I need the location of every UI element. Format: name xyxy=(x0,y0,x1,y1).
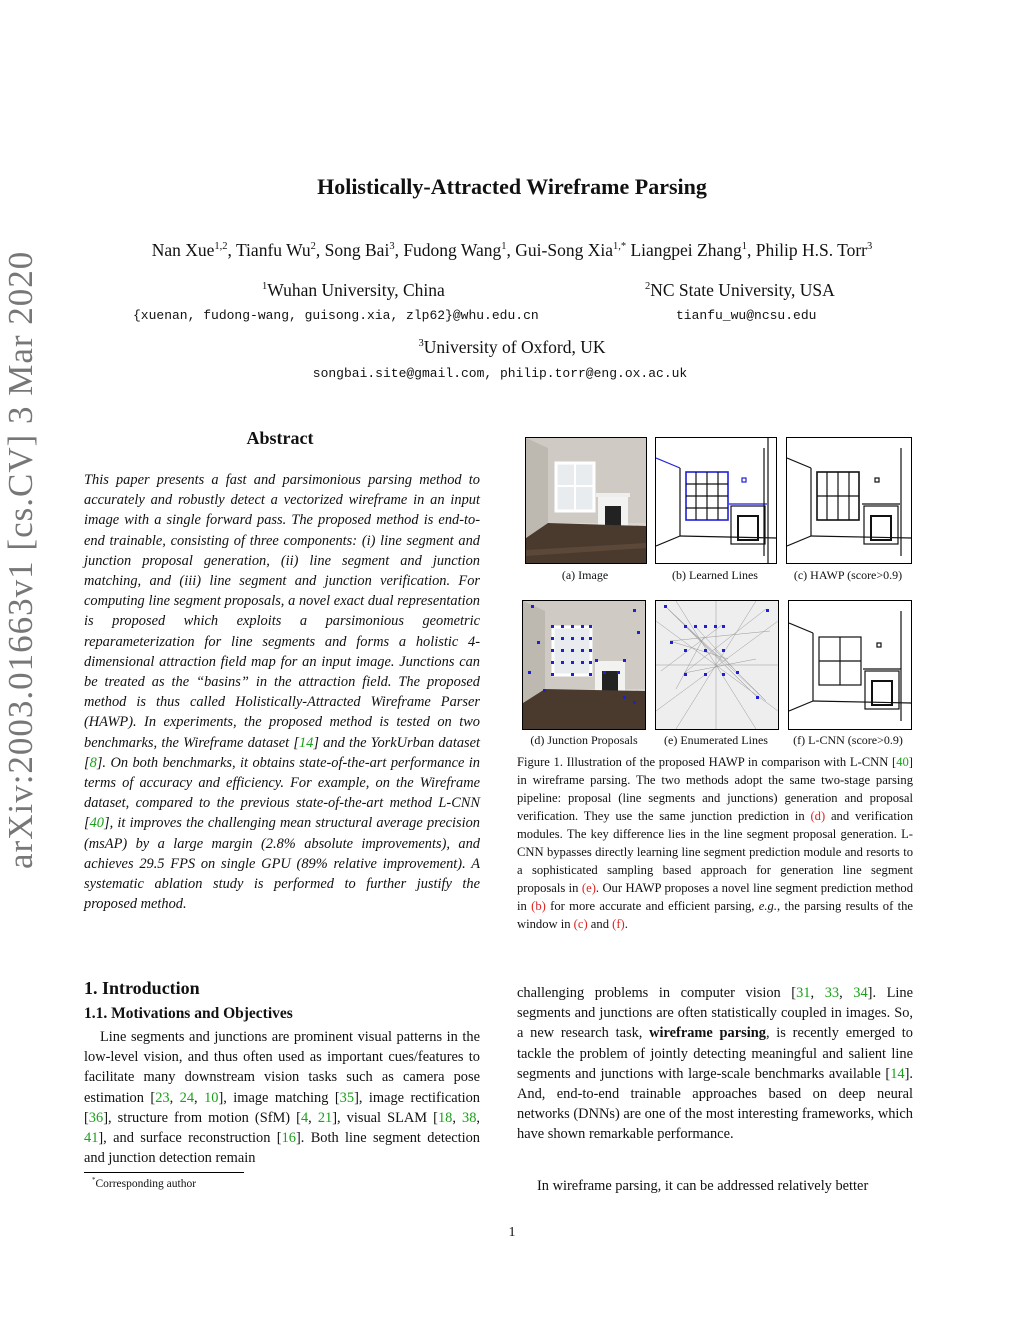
citation-link[interactable]: 8 xyxy=(89,754,97,771)
figure-ref-link[interactable]: (f) xyxy=(612,917,625,931)
footnote-rule xyxy=(84,1172,244,1173)
affiliation-2-email: tianfu_wu@ncsu.edu xyxy=(676,308,817,323)
affiliation-2: $^2$NC State University, USA xyxy=(645,280,835,300)
subfigure-caption: (e) Enumerated Lines xyxy=(664,733,768,747)
figure-ref-link[interactable]: (e) xyxy=(581,881,596,895)
figure-panel-hawp xyxy=(786,437,912,564)
subfigure-caption: (c) HAWP (score>0.9) xyxy=(793,568,903,582)
citation-link[interactable]: 40 xyxy=(896,755,909,769)
figure-ref-link[interactable]: (d) xyxy=(810,809,826,823)
figure-panel-enumerated-lines xyxy=(655,600,779,730)
subfigure-caption: (d) Junction Proposals xyxy=(530,733,638,747)
citation-link[interactable]: 4 xyxy=(300,1109,309,1126)
citation-link[interactable]: 35 xyxy=(339,1089,355,1106)
author: Liangpei Zhang xyxy=(630,240,742,260)
figure-ref-link[interactable]: (b) xyxy=(531,899,546,913)
paper-title: Holistically-Attracted Wireframe Parsing xyxy=(317,174,707,199)
citation-link[interactable]: 36 xyxy=(88,1109,104,1126)
citation-link[interactable]: 23 xyxy=(155,1089,170,1106)
figure-caption: Figure 1. Illustration of the proposed HAWP in comparison with L-CNN [40] in wireframe parsing. The two methods adopt the same two-stage parsing pipeline: proposal (line segments and junctions) generation and proposal verification. They use the same junction prediction in (d) and verification modules. The key difference lies in the line segment proposal generation. L-CNN bypasses directly learning line segment prediction module and resorts to a sophisticated sampling based approach for generation line segment proposals in (e). Our HAWP proposes a novel line segment prediction method in (b) for more accurate and efficient parsing, e.g., the parsing results of the window in (c) and (f). xyxy=(517,755,914,931)
citation-link[interactable]: 18 xyxy=(437,1109,453,1126)
page-number: 1 xyxy=(508,1225,516,1240)
author: Song Bai xyxy=(324,240,390,260)
affiliation-1-email: {xuenan, fudong-wang, guisong.xia, zlp62}@whu.edu.cn xyxy=(133,308,539,323)
author: Nan Xue xyxy=(151,240,215,260)
figure-panel-image xyxy=(525,437,647,564)
citation-link[interactable]: 16 xyxy=(281,1130,296,1147)
figure-panel-learned-lines xyxy=(655,437,777,564)
figure-ref-link[interactable]: (c) xyxy=(573,917,588,931)
affiliation-3: $^3$University of Oxford, UK xyxy=(418,337,606,357)
footnote: *Corresponding author xyxy=(92,1177,197,1190)
citation-link[interactable]: 41 xyxy=(84,1130,99,1147)
citation-link[interactable]: 14 xyxy=(298,734,314,751)
intro-paragraph: Line segments and junctions are prominent visual patterns in the low-level vision, and thus often used as important cues/features to facilitate many downstream vision tasks such as camera pose estimation [23, 24, 10], image matching [35], image rectification [36], structure from motion (SfM) [4, 21], visual SLAM [18, 38, 41], and surface reconstruction [16]. Both line segment detection and junction detection remain xyxy=(84,1029,481,1167)
abstract-heading: Abstract xyxy=(246,428,314,448)
figure-panel-lcnn xyxy=(788,600,912,730)
author-list: Nan Xue$^{1,2}$, Tianfu Wu$^2$, Song Bai$^3$, Fudong Wang$^1$, Gui-Song Xia$^{1,*}$ Liangpei Zhang$^1$, Philip H.S. Torr$^3$ xyxy=(151,240,873,260)
citation-link[interactable]: 34 xyxy=(853,985,868,1001)
author: Fudong Wang xyxy=(403,240,502,260)
affiliation-3-email: songbai.site@gmail.com, philip.torr@eng.ox.ac.uk xyxy=(312,366,688,381)
author: Gui-Song Xia xyxy=(515,240,613,260)
citation-link[interactable]: 24 xyxy=(179,1089,195,1106)
affiliation-1: $^1$Wuhan University, China xyxy=(262,280,445,300)
subfigure-caption: (f) L-CNN (score>0.9) xyxy=(793,733,903,747)
author: Philip H.S. Torr xyxy=(755,240,867,260)
subfigure-caption: (b) Learned Lines xyxy=(672,568,758,582)
subsection-heading: 1.1. Motivations and Objectives xyxy=(84,1005,293,1022)
citation-link[interactable]: 38 xyxy=(462,1109,477,1126)
citation-link[interactable]: 40 xyxy=(89,815,104,832)
abstract-text: This paper presents a fast and parsimonious parsing method to accurately and robustly detect a vectorized wireframe in an input image with a single forward pass. The proposed method is end-to-end trainable, consisting of three components: (i) line segment and junction proposal generation, (ii) line segment and junction matching, and (iii) line segment and junction verification. For computing line segment proposals, a novel exact dual representation is proposed which exploits a parsimonious geometric reparameterization for line segments and forms a holistic 4-dimensional attraction field map for an input image. Junctions can be treated as the “basins” in the attraction field. The proposed method is thus called Holistically-Attracted Wireframe Parser (HAWP). In experiments, the proposed method is tested on two benchmarks, the Wireframe dataset [14] and the YorkUrban dataset [8]. On both benchmarks, it obtains state-of-the-art performance in terms of accuracy and efficiency. For example, on the Wireframe dataset, compared to the previous state-of-the-art method L-CNN [40], it improves the challenging mean structural average precision (msAP) by a large margin (2.8% absolute improvements), and achieves 29.5 FPS on single GPU (89% relative improvement). A systematic ablation study is performed to further justify the proposed method. xyxy=(84,472,480,913)
arxiv-side-label: arXiv:2003.01663v1 [cs.CV] 3 Mar 2020 xyxy=(1,250,40,869)
figure-panel-junction-proposals xyxy=(522,600,646,730)
author: Tianfu Wu xyxy=(235,240,311,260)
citation-link[interactable]: 21 xyxy=(317,1109,333,1126)
subfigure-caption: (a) Image xyxy=(561,568,609,582)
citation-link[interactable]: 14 xyxy=(890,1065,905,1082)
right-column-paragraph-2: In wireframe parsing, it can be addressed relatively better xyxy=(537,1178,869,1194)
section-heading-introduction: 1. Introduction xyxy=(84,978,200,998)
citation-link[interactable]: 31 xyxy=(796,985,811,1001)
right-column-paragraph: challenging problems in computer vision [31, 33, 34]. Line segments and junctions are often statistically coupled in images. So, a new research task, wireframe parsing, is recently emerged to tackle the problem of jointly detecting meaningful and salient line segments and junctions with large-scale benchmarks available [14]. And, end-to-end trainable approaches based on deep neural networks (DNNs) are one of the most interesting frameworks, which have shown remarkable performance. xyxy=(517,985,913,1143)
citation-link[interactable]: 33 xyxy=(824,985,840,1001)
citation-link[interactable]: 10 xyxy=(204,1089,219,1106)
